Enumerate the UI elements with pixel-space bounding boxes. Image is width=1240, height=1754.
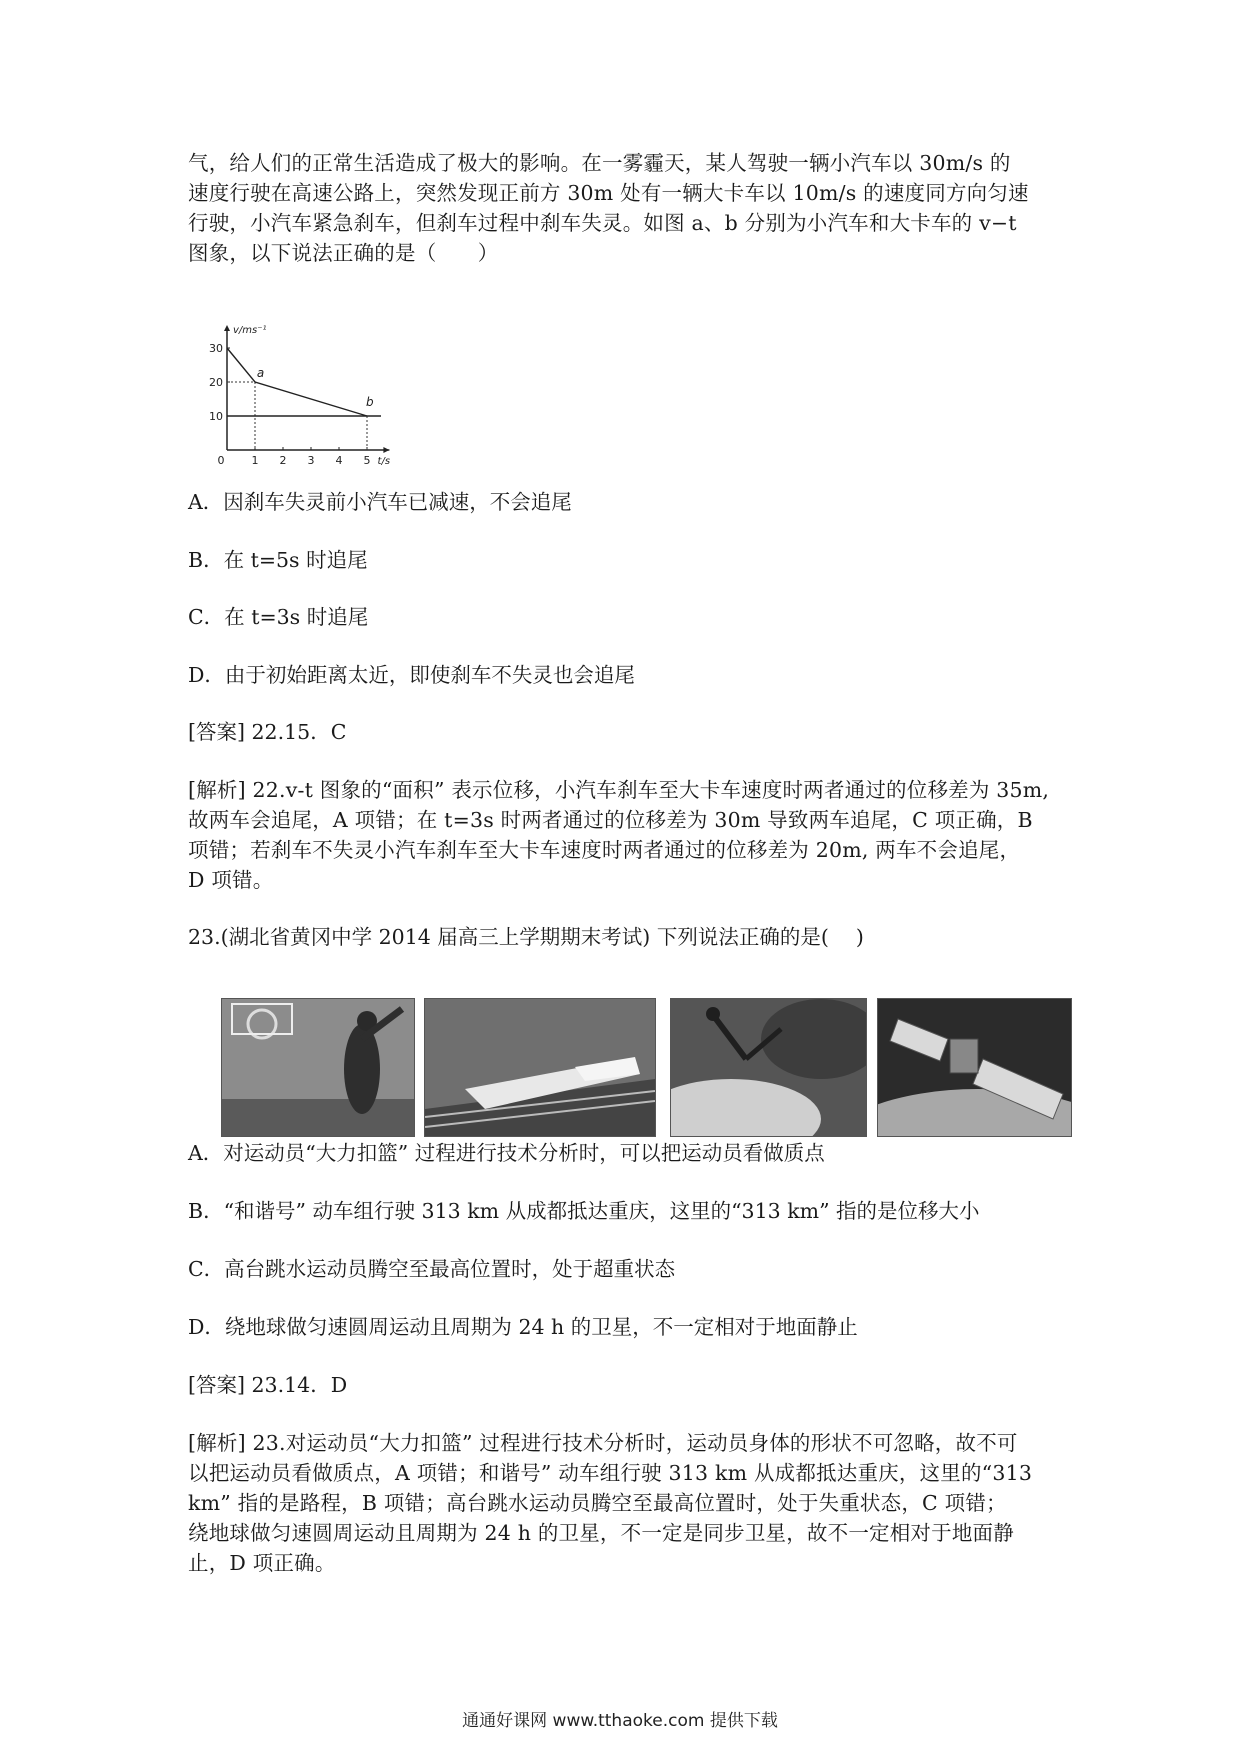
x-tick-label: 5 xyxy=(363,454,371,467)
q23-option-a: A．对运动员“大力扣篮” 过程进行技术分析时，可以把运动员看做质点 xyxy=(188,1141,825,1165)
photo-basketball-dunk xyxy=(221,998,415,1137)
q23-option-c: C．高台跳水运动员腾空至最高位置时，处于超重状态 xyxy=(188,1257,676,1281)
q23-analysis: [解析] 23.对运动员“大力扣篮” 过程进行技术分析时，运动员身体的形状不可忽略，故不可 以把运动员看做质点，A 项错；和谐号” 动车组行驶 313 km 从成都抵达重庆，这里的“313 km” 指的是路程，B 项错；高台跳水运动员腾空至最高位置时，处于失重状态，C 项错； 绕地球做匀速圆周运动且周期为 24 h 的卫星，不一定是同步卫星，故不一定相对于地面静 止，D 项正确。 xyxy=(188,1431,1033,1575)
series-label-b: b xyxy=(365,394,374,409)
q23-stem: 23.(湖北省黄冈中学 2014 届高三上学期期末考试) 下列说法正确的是( ) xyxy=(188,925,864,949)
x-axis-arrow xyxy=(383,447,389,453)
page-footer: 通通好课网 www.tthaoke.com 提供下载 xyxy=(462,1711,778,1731)
question-22-intro: 气，给人们的正常生活造成了极大的影响。在一雾霾天，某人驾驶一辆小汽车以 30m/s 的 速度行驶在高速公路上，突然发现正前方 30m 处有一辆大卡车以 10m/s 的速度同方向匀速 行驶，小汽车紧急刹车，但刹车过程中刹车失灵。如图 a、b 分别为小汽车和大卡车的 v−t 图象，以下说法正确的是（ ） xyxy=(188,151,1029,265)
y-tick-label: 30 xyxy=(209,342,223,355)
x-tick-label: 2 xyxy=(279,454,287,467)
photo-satellite xyxy=(877,998,1072,1137)
q22-option-c: C．在 t=3s 时追尾 xyxy=(188,605,369,629)
series-label-a: a xyxy=(256,365,265,380)
q22-analysis: [解析] 22.v-t 图象的“面积” 表示位移，小汽车刹车至大卡车速度时两者通过的位移差为 35m, 故两车会追尾，A 项错；在 t=3s 时两者通过的位移差为 30m 导致两车追尾，C 项正确，B 项错；若刹车不失灵小汽车刹车至大卡车速度时两者通过的位移差为 20m, 两车不会追尾， D 项错。 xyxy=(188,778,1050,892)
y-tick-label: 20 xyxy=(209,376,223,389)
q23-answer: [答案] 23.14．D xyxy=(188,1373,348,1397)
q22-option-d: D．由于初始距离太近，即使刹车不失灵也会追尾 xyxy=(188,663,635,687)
q22-option-a: A．因刹车失灵前小汽车已减速，不会追尾 xyxy=(188,490,572,514)
vt-graph xyxy=(205,310,415,470)
photo-high-speed-train xyxy=(424,998,656,1137)
y-axis-arrow xyxy=(224,325,230,331)
x-tick-label: 3 xyxy=(307,454,315,467)
q22-option-b: B．在 t=5s 时追尾 xyxy=(188,548,368,572)
photo-high-diving xyxy=(670,998,867,1137)
x-tick-label: 1 xyxy=(251,454,259,467)
x-tick-label: 4 xyxy=(335,454,343,467)
y-tick-label: 10 xyxy=(209,410,223,423)
q23-option-d: D．绕地球做匀速圆周运动且周期为 24 h 的卫星，不一定相对于地面静止 xyxy=(188,1315,858,1339)
x-axis-label: t/s xyxy=(377,456,391,467)
q23-option-b: B．“和谐号” 动车组行驶 313 km 从成都抵达重庆，这里的“313 km” 指的是位移大小 xyxy=(188,1199,980,1223)
y-axis-label: v/ms⁻¹ xyxy=(233,325,267,336)
q22-answer: [答案] 22.15．C xyxy=(188,720,347,744)
x-tick-label: 0 xyxy=(217,454,225,467)
